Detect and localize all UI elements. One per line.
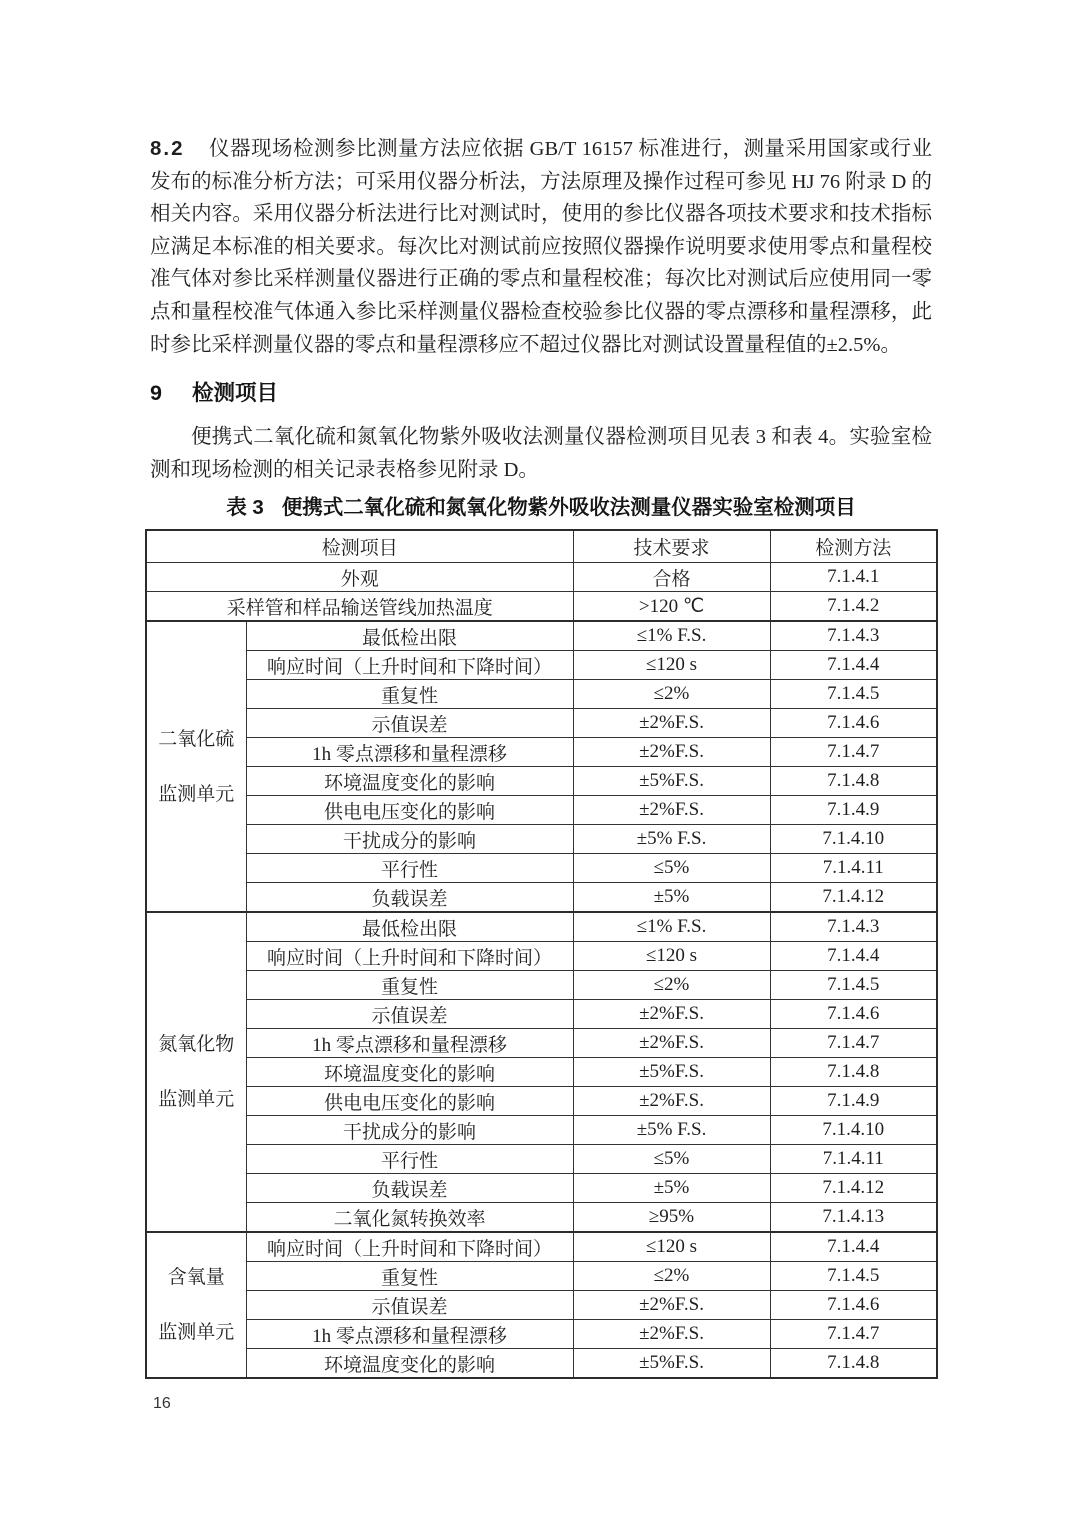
cell-method: 7.1.4.12 [770,883,937,913]
cell-requirement: ±5%F.S. [573,767,770,796]
cell-method: 7.1.4.9 [770,796,937,825]
cell-requirement: ±5% F.S. [573,1116,770,1145]
table-row [146,621,937,651]
cell-item: 1h 零点漂移和量程漂移 [246,738,573,767]
table-row [146,709,937,738]
cell-group-label [146,1232,246,1378]
header-method: 检测方法 [770,530,937,563]
group-label-line: 监测单元 [158,1322,235,1343]
clause-text: 仪器现场检测参比测量方法应依据 GB/T 16157 标准进行，测量采用国家或行业发布的标准分析方法；可采用仪器分析法，方法原理及操作过程可参见 HJ 76 附录 D 的相关内容。采用仪器分析法进行比对测试时，使用的参比仪器各项技术要求和技术指标应满足本标准的相关要求。每次比对测试前应按照仪器操作说明要求使用零点和量程校准气体对参比采样测量仪器进行正确的零点和量程校准；每次比对测试后应使用同一零点和量程校准气体通入参比采样测量仪器检查校验参比仪器的零点漂移和量程漂移，此时参比采样测量仪器的零点和量程漂移应不超过仪器比对测试设置量程值的±2.5%。 [150,138,932,356]
cell-item: 重复性 [246,1262,573,1291]
table-row [146,825,937,854]
table-3-body [146,530,937,1378]
cell-requirement: ±2%F.S. [573,1291,770,1320]
cell-item: 环境温度变化的影响 [246,1349,573,1379]
cell-requirement: ±2%F.S. [573,1320,770,1349]
cell-requirement: ±2%F.S. [573,709,770,738]
clause-8-2-paragraph [150,133,932,361]
table-row [146,651,937,680]
table-caption-text: 便携式二氧化硫和氮氧化物紫外吸收法测量仪器实验室检测项目 [281,496,856,519]
table-row [146,563,937,592]
cell-item: 负载误差 [246,1174,573,1203]
header-requirement: 技术要求 [573,530,770,563]
cell-method: 7.1.4.4 [770,1232,937,1262]
cell-requirement: ≤1% F.S. [573,912,770,942]
cell-group-label [146,621,246,912]
cell-requirement: ±2%F.S. [573,1029,770,1058]
table-row [146,1174,937,1203]
table-row [146,942,937,971]
group-label-line: 二氧化硫 [158,728,235,750]
cell-item: 1h 零点漂移和量程漂移 [246,1029,573,1058]
cell-method: 7.1.4.8 [770,767,937,796]
cell-item: 重复性 [246,971,573,1000]
cell-item: 外观 [146,563,573,592]
cell-item: 示值误差 [246,1291,573,1320]
cell-method: 7.1.4.5 [770,971,937,1000]
table-row [146,1349,937,1379]
cell-item: 平行性 [246,854,573,883]
cell-group-label [146,912,246,1232]
cell-method: 7.1.4.9 [770,1087,937,1116]
table-row [146,1203,937,1233]
cell-requirement: ≤120 s [573,1232,770,1262]
table-row [146,1320,937,1349]
group-label-line: 监测单元 [158,1089,235,1110]
table-caption-label: 表 3 [226,496,264,519]
cell-method: 7.1.4.8 [770,1058,937,1087]
table-row [146,738,937,767]
cell-item: 负载误差 [246,883,573,913]
group-label-line: 监测单元 [158,783,235,805]
table-row [146,680,937,709]
cell-method: 7.1.4.10 [770,825,937,854]
cell-item: 平行性 [246,1145,573,1174]
cell-method: 7.1.4.12 [770,1174,937,1203]
table-row [146,592,937,622]
cell-method: 7.1.4.11 [770,1145,937,1174]
cell-item: 环境温度变化的影响 [246,1058,573,1087]
intro-paragraph: 便携式二氧化硫和氮氧化物紫外吸收法测量仪器检测项目见表 3 和表 4。实验室检测和现场检测的相关记录表格参见附录 D。 [150,426,932,481]
group-label-line: 含氧量 [167,1267,225,1288]
cell-method: 7.1.4.5 [770,680,937,709]
section-title: 检测项目 [191,381,278,405]
cell-method: 7.1.4.4 [770,942,937,971]
cell-requirement: ≤5% [573,854,770,883]
cell-method: 7.1.4.13 [770,1203,937,1233]
table-row [146,854,937,883]
cell-requirement: ≤2% [573,680,770,709]
cell-item: 环境温度变化的影响 [246,767,573,796]
cell-method: 7.1.4.11 [770,854,937,883]
cell-item: 响应时间（上升时间和下降时间） [246,942,573,971]
cell-method: 7.1.4.7 [770,1029,937,1058]
table-row [146,1145,937,1174]
cell-method: 7.1.4.10 [770,1116,937,1145]
cell-requirement: ±2%F.S. [573,1087,770,1116]
cell-method: 7.1.4.6 [770,1291,937,1320]
cell-item: 采样管和样品输送管线加热温度 [146,592,573,622]
table-row [146,796,937,825]
cell-method: 7.1.4.3 [770,912,937,942]
cell-method: 7.1.4.3 [770,621,937,651]
cell-method: 7.1.4.6 [770,709,937,738]
cell-method: 7.1.4.7 [770,1320,937,1349]
clause-number: 8.2 [150,137,185,160]
cell-requirement: ±5%F.S. [573,1349,770,1379]
table-3 [145,529,938,1379]
cell-item: 二氧化氮转换效率 [246,1203,573,1233]
table-row [146,1291,937,1320]
table-row [146,1262,937,1291]
table-3-wrapper [145,529,938,1379]
table-row [146,1000,937,1029]
cell-item: 响应时间（上升时间和下降时间） [246,651,573,680]
cell-method: 7.1.4.5 [770,1262,937,1291]
cell-item: 示值误差 [246,1000,573,1029]
cell-item: 重复性 [246,680,573,709]
cell-item: 示值误差 [246,709,573,738]
header-item: 检测项目 [146,530,573,563]
table-row [146,883,937,913]
table-header-row [146,530,937,563]
cell-requirement: ≤120 s [573,942,770,971]
table-row [146,767,937,796]
group-label-line: 氮氧化物 [158,1034,235,1055]
cell-requirement: ±5% F.S. [573,825,770,854]
cell-requirement: ≤1% F.S. [573,621,770,651]
cell-requirement: ≤5% [573,1145,770,1174]
cell-requirement: ≤2% [573,1262,770,1291]
table-3-caption [150,490,932,520]
cell-method: 7.1.4.6 [770,1000,937,1029]
table-row [146,912,937,942]
table-row [146,1058,937,1087]
cell-item: 供电电压变化的影响 [246,796,573,825]
cell-requirement: ±2%F.S. [573,796,770,825]
cell-item: 响应时间（上升时间和下降时间） [246,1232,573,1262]
cell-method: 7.1.4.4 [770,651,937,680]
section-number: 9 [150,381,162,405]
cell-requirement: >120 ℃ [573,592,770,622]
cell-requirement: ≥95% [573,1203,770,1233]
cell-item: 干扰成分的影响 [246,825,573,854]
page-number: 16 [153,1395,171,1412]
table-row [146,971,937,1000]
cell-requirement: ±5% [573,1174,770,1203]
cell-requirement: ≤2% [573,971,770,1000]
table-row [146,1029,937,1058]
section-9-heading [150,376,932,407]
cell-item: 最低检出限 [246,621,573,651]
cell-requirement: 合格 [573,563,770,592]
cell-requirement: ±5%F.S. [573,1058,770,1087]
cell-requirement: ≤120 s [573,651,770,680]
cell-method: 7.1.4.2 [770,592,937,622]
cell-item: 干扰成分的影响 [246,1116,573,1145]
cell-requirement: ±2%F.S. [573,738,770,767]
cell-item: 1h 零点漂移和量程漂移 [246,1320,573,1349]
table-row [146,1087,937,1116]
cell-method: 7.1.4.8 [770,1349,937,1379]
cell-requirement: ±5% [573,883,770,913]
cell-item: 最低检出限 [246,912,573,942]
cell-method: 7.1.4.7 [770,738,937,767]
table-row [146,1232,937,1262]
table-row [146,1116,937,1145]
cell-method: 7.1.4.1 [770,563,937,592]
cell-requirement: ±2%F.S. [573,1000,770,1029]
cell-item: 供电电压变化的影响 [246,1087,573,1116]
